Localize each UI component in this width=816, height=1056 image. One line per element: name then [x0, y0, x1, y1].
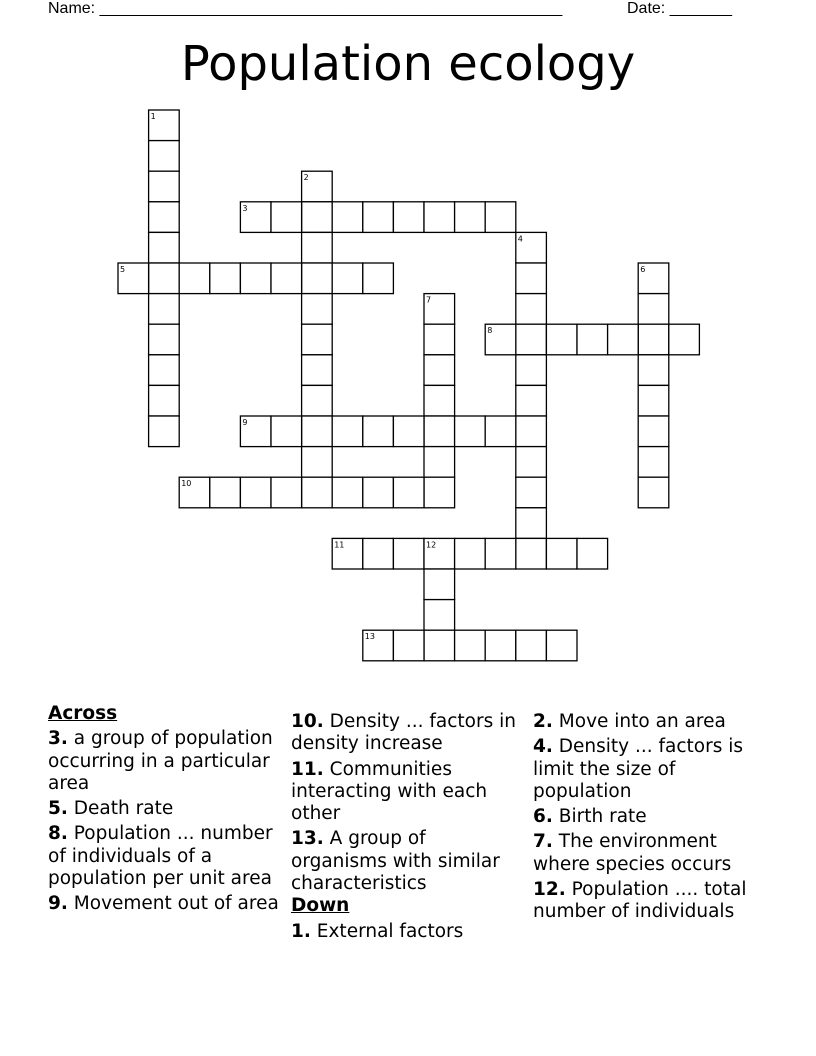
clue-down-7: 7. The environment where species occurs	[533, 831, 732, 875]
grid-cell[interactable]	[271, 416, 302, 447]
grid-cell[interactable]	[638, 416, 669, 447]
grid-cell[interactable]	[332, 477, 363, 508]
grid-cell[interactable]	[149, 171, 180, 202]
clue-number-label: 8	[487, 326, 493, 336]
grid-cell[interactable]	[424, 630, 455, 661]
grid-cell[interactable]	[455, 538, 486, 569]
grid-cell[interactable]	[210, 263, 241, 294]
clue-across-11: 11. Communities interacting with each other	[291, 758, 488, 825]
clue-column-1	[48, 703, 284, 916]
clue-number-label: 5	[120, 265, 126, 274]
grid-cell[interactable]	[240, 263, 271, 294]
grid-cell[interactable]	[424, 324, 455, 355]
grid-cell[interactable]	[149, 385, 180, 416]
grid-cell[interactable]	[149, 355, 180, 386]
grid-cell[interactable]	[424, 416, 455, 447]
grid-cell[interactable]	[638, 447, 669, 478]
clue-number-label: 4	[517, 234, 523, 244]
grid-cell[interactable]	[516, 294, 547, 325]
clue-number-label: 10	[181, 479, 192, 489]
grid-cell[interactable]	[516, 416, 547, 447]
clue-down-12: 12. Population .... total number of individuals	[533, 879, 747, 923]
clue-down-2: 2. Move into an area	[533, 711, 726, 732]
grid-cell[interactable]	[149, 232, 180, 263]
grid-cell[interactable]	[577, 538, 608, 569]
grid-cell[interactable]	[424, 477, 455, 508]
clue-column-3	[533, 703, 769, 924]
grid-cell[interactable]	[424, 600, 455, 631]
grid-cell[interactable]	[424, 355, 455, 386]
grid-cell[interactable]	[455, 202, 486, 233]
grid-cell[interactable]	[302, 263, 333, 294]
clue-number-label: 11	[334, 540, 345, 550]
grid-cell[interactable]	[516, 538, 547, 569]
grid-cell[interactable]	[240, 477, 271, 508]
grid-cell[interactable]	[516, 355, 547, 386]
grid-cell[interactable]	[393, 538, 424, 569]
grid-cell[interactable]	[149, 263, 180, 294]
clue-column-2	[291, 703, 527, 943]
grid-cell[interactable]	[577, 324, 608, 355]
grid-cell[interactable]	[638, 385, 669, 416]
clue-number-label: 13	[364, 632, 375, 642]
grid-cell[interactable]	[302, 385, 333, 416]
grid-cell[interactable]	[485, 202, 516, 233]
grid-cell[interactable]	[455, 630, 486, 661]
grid-cell[interactable]	[393, 416, 424, 447]
clue-number-label: 9	[242, 418, 248, 427]
clue-number-label: 2	[303, 173, 309, 183]
clue-down-4: 4. Density ... factors is limit the size of population	[533, 736, 744, 802]
grid-cell[interactable]	[608, 324, 639, 355]
grid-cell[interactable]	[485, 416, 516, 447]
grid-cell[interactable]	[638, 294, 669, 325]
grid-cell[interactable]	[363, 202, 394, 233]
grid-cell[interactable]	[363, 416, 394, 447]
grid-cell[interactable]	[271, 202, 302, 233]
grid-cell[interactable]	[363, 477, 394, 508]
grid-cell[interactable]	[302, 294, 333, 325]
grid-cell[interactable]	[332, 416, 363, 447]
grid-cell[interactable]	[485, 630, 516, 661]
grid-cell[interactable]	[546, 324, 577, 355]
grid-cell[interactable]	[393, 630, 424, 661]
grid-cell[interactable]	[393, 477, 424, 508]
grid-cell[interactable]	[149, 294, 180, 325]
grid-cell[interactable]	[516, 324, 547, 355]
grid-cell[interactable]	[149, 324, 180, 355]
clue-across-9: 9. Movement out of area	[48, 893, 279, 915]
clue-number-label: 7	[426, 295, 432, 305]
clue-number-label: 3	[242, 203, 248, 213]
grid-cell[interactable]	[302, 232, 333, 263]
clue-number-label: 12	[426, 540, 437, 550]
grid-cell[interactable]	[424, 569, 455, 600]
date-field-line: Date: _______	[627, 0, 732, 17]
clue-number-label: 6	[640, 265, 646, 274]
grid-cell[interactable]	[271, 477, 302, 508]
grid-cell[interactable]	[546, 630, 577, 661]
down-heading: Down	[291, 895, 350, 917]
grid-cell[interactable]	[393, 202, 424, 233]
clue-across-5: 5. Death rate	[48, 798, 174, 820]
clue-across-8: 8. Population ... number of individuals of a population per unit area	[48, 823, 273, 890]
grid-cell[interactable]	[638, 477, 669, 508]
grid-cell[interactable]	[302, 355, 333, 386]
grid-cell[interactable]	[638, 355, 669, 386]
grid-cell[interactable]	[424, 447, 455, 478]
grid-cell[interactable]	[363, 538, 394, 569]
clue-number-label: 1	[150, 112, 156, 121]
grid-cell[interactable]	[210, 477, 241, 508]
grid-cell[interactable]	[516, 508, 547, 539]
grid-cell[interactable]	[332, 263, 363, 294]
grid-cell[interactable]	[271, 263, 302, 294]
grid-cell[interactable]	[638, 324, 669, 355]
clue-across-3: 3. a group of population occurring in a particular area	[48, 728, 273, 794]
grid-cell[interactable]	[516, 630, 547, 661]
grid-cell[interactable]	[516, 385, 547, 416]
grid-cell[interactable]	[302, 416, 333, 447]
grid-cell[interactable]	[516, 263, 547, 294]
clue-across-10: 10. Density ... factors in density increase	[291, 711, 516, 755]
grid-cell[interactable]	[302, 447, 333, 478]
name-field-line: Name: ____________________________________________________	[48, 0, 563, 17]
grid-cell[interactable]	[516, 477, 547, 508]
grid-cell[interactable]	[332, 202, 363, 233]
grid-cell[interactable]	[149, 202, 180, 233]
grid-cell[interactable]	[455, 416, 486, 447]
grid-cell[interactable]	[302, 324, 333, 355]
grid-cell[interactable]	[546, 538, 577, 569]
grid-cell[interactable]	[485, 538, 516, 569]
grid-cell[interactable]	[149, 416, 180, 447]
clue-across-13: 13. A group of organisms with similar characteristics	[291, 828, 500, 895]
grid-cell[interactable]	[424, 202, 455, 233]
clue-down-1: 1. External factors	[291, 920, 464, 942]
grid-cell[interactable]	[363, 263, 394, 294]
grid-cell[interactable]	[516, 447, 547, 478]
grid-cell[interactable]	[179, 263, 210, 294]
grid-cell[interactable]	[149, 141, 180, 172]
grid-cell[interactable]	[669, 324, 700, 355]
clue-down-6: 6. Birth rate	[533, 806, 647, 828]
page-title: Population ecology	[180, 36, 636, 92]
grid-cell[interactable]	[302, 202, 333, 233]
grid-cell[interactable]	[424, 385, 455, 416]
across-heading: Across	[48, 703, 118, 724]
grid-cell[interactable]	[302, 477, 333, 508]
